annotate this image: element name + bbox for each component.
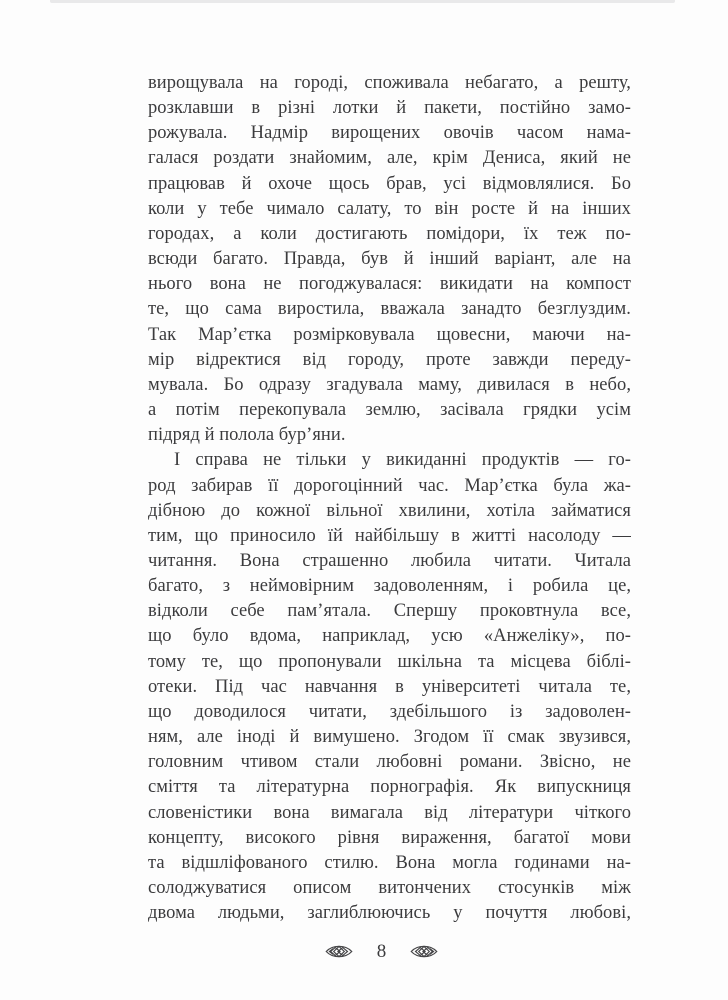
text-line: підряд й полола бур’яни.	[148, 425, 346, 446]
text-line: всюди багато. Правда, був й інший варіант, але на	[148, 249, 631, 270]
page-top-edge-shadow	[50, 0, 675, 3]
fleuron-right-icon	[410, 943, 438, 960]
text-line: городах, а коли достигають помідори, їх теж по-	[148, 223, 631, 244]
text-line: нього вона не погоджувалася: викидати на компост	[148, 274, 631, 295]
text-line: І справа не тільки у викиданні продуктів — го-	[174, 450, 631, 471]
text-line: працював й охоче щось брав, усі відмовлялися. Бо	[148, 173, 631, 194]
text-line: та відшліфованого стилю. Вона могла годинами на-	[148, 852, 631, 873]
text-line: двома людьми, заглиблюючись у почуття любові,	[148, 903, 631, 924]
text-line: що було вдома, наприклад, усю «Анжеліку», по-	[148, 626, 631, 647]
fleuron-left-icon	[325, 943, 353, 960]
text-line: сміття та літературна порнографія. Як випускниця	[148, 777, 631, 798]
text-line: солоджуватися описом витончених стосунків між	[148, 878, 631, 898]
text-line: рожувала. Надмір вирощених овочів часом нама-	[148, 123, 631, 144]
text-line: дібною до кожної вільної хвилини, хотіла займатися	[148, 500, 631, 521]
text-block	[148, 71, 631, 926]
text-line: тому те, що пропонували шкільна та місцева біблі-	[148, 651, 631, 672]
text-line: відколи себе пам’ятала. Спершу проковтнула все,	[148, 601, 631, 622]
text-line: мір відректися від городу, проте завжди переду-	[148, 349, 631, 370]
text-line: ням, але іноді й вимушено. Згодом її смак звузився,	[148, 727, 631, 748]
text-line: багато, з неймовірним задоволенням, і робила це,	[148, 576, 631, 597]
text-line: вирощувала на городі, споживала небагато, а решту,	[148, 73, 631, 93]
text-line: те, що сама виростила, вважала занадто безглуздим.	[148, 299, 631, 320]
text-line: род забирав її дорогоцінний час. Мар’єтка була жа-	[148, 475, 631, 496]
text-line: словеністики вона вимагала від літератури чіткого	[148, 802, 631, 823]
page-number: 8	[376, 940, 387, 962]
text-line: читання. Вона страшенно любила читати. Читала	[148, 550, 631, 571]
paragraph	[148, 71, 631, 448]
text-line: Так Мар’єтка розмірковувала щовесни, маючи на-	[148, 324, 631, 345]
text-line: тим, що приносило їй найбільшу в житті насолоду —	[148, 525, 631, 546]
text-line: головним чтивом стали любовні романи. Звісно, не	[148, 752, 631, 773]
text-line: галася роздати знайомим, але, крім Дениса, який не	[148, 148, 631, 169]
text-line: отеки. Під час навчання в університеті читала те,	[148, 676, 631, 697]
text-line: коли у тебе чимало салату, то він росте й на інших	[148, 198, 631, 219]
paragraph	[148, 448, 631, 926]
text-line: а потім перекопувала землю, засівала грядки усім	[148, 400, 631, 421]
text-line: концепту, високого рівня вираження, багатої мови	[148, 827, 631, 848]
text-line: розклавши в різні лотки й пакети, постійно замо-	[148, 98, 631, 119]
text-line: що доводилося читати, здебільшого із задоволен-	[148, 701, 631, 722]
text-line: мувала. Бо одразу згадувала маму, дивилася в небо,	[148, 374, 631, 395]
page-footer	[148, 938, 615, 964]
